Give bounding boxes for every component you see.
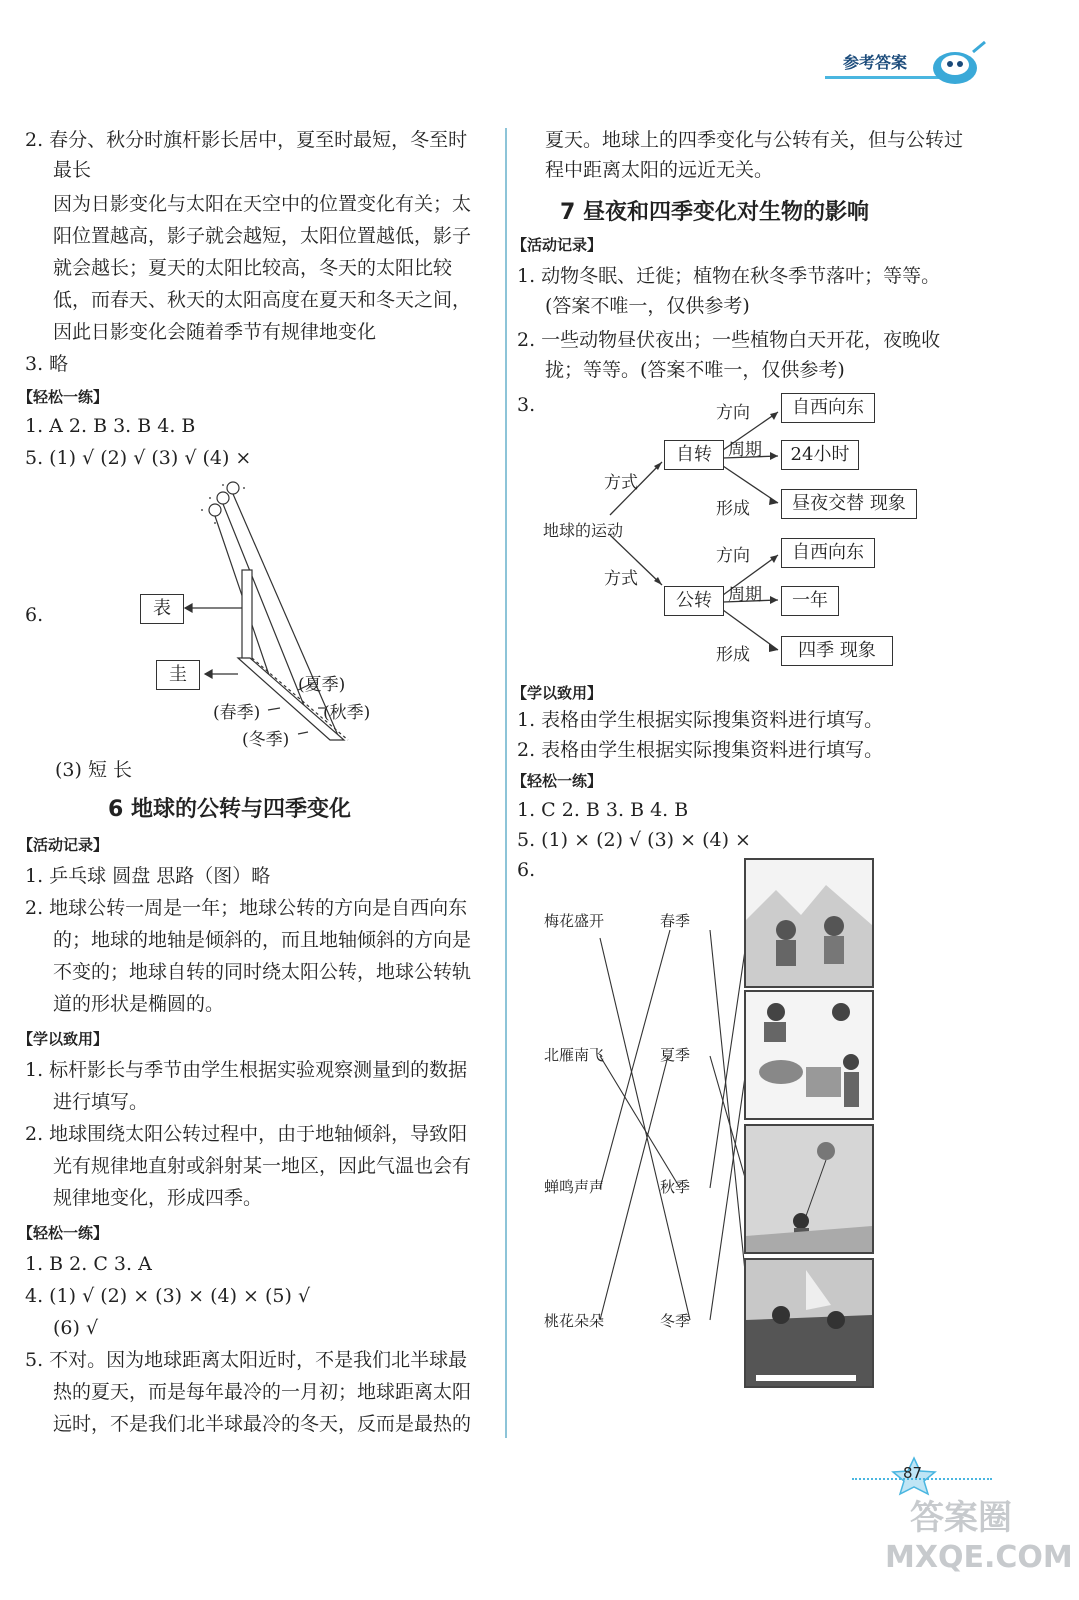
answer-line: 阳位置越高，影子就会越短，太阳位置越低，影子 <box>53 225 472 247</box>
label-spring: (春季) <box>213 703 261 723</box>
section-heading: 【活动记录】 <box>512 236 603 254</box>
answer-line: 1. B 2. C 3. A <box>25 1253 152 1275</box>
answer-line: 1. 动物冬眠、迁徙；植物在秋冬季节落叶；等等。 <box>517 265 941 287</box>
answer-line: 6. <box>517 859 536 881</box>
answer-line: 拢；等等。(答案不唯一，仅供参考) <box>545 359 845 381</box>
answer-line: 程中距离太阳的远近无关。 <box>545 159 774 181</box>
tree-way: 方式 <box>604 569 638 589</box>
answer-line: 进行填写。 <box>53 1091 149 1113</box>
match-season: 秋季 <box>660 1178 691 1196</box>
answer-line: 1. 乒乓球 圆盘 思路（图）略 <box>25 865 271 887</box>
watermark-url: MXQE.COM <box>885 1540 1073 1575</box>
answer-line: 5. 不对。因为地球距离太阳近时，不是我们北半球最 <box>25 1349 468 1371</box>
winter-picture <box>744 858 874 988</box>
match-left-item: 桃花朵朵 <box>544 1312 605 1330</box>
answer-line: 1. A 2. B 3. B 4. B <box>25 415 196 437</box>
section-heading: 【轻松一练】 <box>18 1224 109 1242</box>
answer-line: 2. 表格由学生根据实际搜集资料进行填写。 <box>517 739 884 761</box>
label-winter: (冬季) <box>242 730 290 750</box>
answer-line: (6) √ <box>53 1317 99 1339</box>
tree-rot-direction: 自西向东 <box>781 393 875 423</box>
answer-line: 低，而春天、秋天的太阳高度在夏天和冬天之间， <box>53 289 472 311</box>
header-title: 参考答案 <box>843 53 908 72</box>
label-gui: 圭 <box>156 660 200 690</box>
tree-revolution: 公转 <box>664 586 724 616</box>
answer-line: (答案不唯一，仅供参考) <box>545 295 750 317</box>
column-divider <box>505 128 507 1438</box>
answer-line: 远时，不是我们北半球最冷的冬天，反而是最热的 <box>53 1413 472 1435</box>
answer-line: 1. 表格由学生根据实际搜集资料进行填写。 <box>517 709 884 731</box>
spring-picture <box>744 1124 874 1254</box>
match-left-item: 北雁南飞 <box>544 1046 605 1064</box>
answer-line: 5. (1) √ (2) √ (3) √ (4) × <box>25 447 252 469</box>
label-summer: (夏季) <box>298 675 346 695</box>
chapter-heading: 6 地球的公转与四季变化 <box>108 797 351 822</box>
tree-rot-period: 24小时 <box>781 440 859 470</box>
tree-rot-form: 昼夜交替 现象 <box>781 489 917 519</box>
section-heading: 【学以致用】 <box>512 684 603 702</box>
match-left-item: 蝉鸣声声 <box>544 1178 605 1196</box>
tree-way: 方式 <box>604 473 638 493</box>
match-season: 冬季 <box>660 1312 691 1330</box>
answer-line: 夏天。地球上的四季变化与公转有关，但与公转过 <box>545 129 964 151</box>
answer-line: 4. (1) √ (2) × (3) × (4) × (5) √ <box>25 1285 311 1307</box>
label-biao: 表 <box>140 594 184 624</box>
answer-line: 热的夏天，而是每年最冷的一月初；地球距离太阳 <box>53 1381 472 1403</box>
tree-root: 地球的运动 <box>543 521 624 540</box>
watermark-text: 答案圈 <box>910 1498 1012 1538</box>
answer-line: 2. 一些动物昼伏夜出；一些植物白天开花，夜晚收 <box>517 329 941 351</box>
autumn-picture <box>744 990 874 1120</box>
answer-line: 因此日影变化会随着季节有规律地变化 <box>53 321 377 343</box>
answer-line: 的；地球的地轴是倾斜的，而且地轴倾斜的方向是 <box>53 929 472 951</box>
matching-lines <box>560 920 760 1340</box>
answer-line: 5. (1) × (2) √ (3) × (4) × <box>517 829 751 851</box>
tree-rev-direction: 自西向东 <box>781 538 875 568</box>
section-heading: 【活动记录】 <box>18 836 109 854</box>
answer-line: 最长 <box>53 159 92 181</box>
label-autumn: (秋季) <box>323 703 371 723</box>
tree-direction: 方向 <box>716 403 750 423</box>
answer-line: 光有规律地直射或斜射某一地区，因此气温也会有 <box>53 1155 472 1177</box>
tree-rev-period: 一年 <box>781 586 839 616</box>
match-season: 夏季 <box>660 1046 691 1064</box>
section-heading: 【学以致用】 <box>18 1030 109 1048</box>
footer-dots <box>852 1478 992 1480</box>
answer-line: 1. 标杆影长与季节由学生根据实验观察测量到的数据 <box>25 1059 468 1081</box>
tree-rotation: 自转 <box>664 440 724 470</box>
answer-line: 道的形状是椭圆的。 <box>53 993 225 1015</box>
answer-line: 1. C 2. B 3. B 4. B <box>517 799 689 821</box>
tree-period: 周期 <box>728 585 762 605</box>
answer-line: 3. <box>517 394 536 416</box>
answer-line: 6. <box>25 604 44 626</box>
answer-line: 就会越长；夏天的太阳比较高，冬天的太阳比较 <box>53 257 453 279</box>
section-heading: 【轻松一练】 <box>512 772 603 790</box>
answer-line: 3. 略 <box>25 353 69 375</box>
match-season: 春季 <box>660 912 691 930</box>
answer-line: 2. 春分、秋分时旗杆影长居中，夏至时最短，冬至时 <box>25 129 468 151</box>
answer-line: (3) 短 长 <box>55 759 132 781</box>
page-number: 87 <box>903 1464 923 1482</box>
tree-form: 形成 <box>716 499 750 519</box>
tree-direction: 方向 <box>716 546 750 566</box>
answer-line: 因为日影变化与太阳在天空中的位置变化有关；太 <box>53 193 472 215</box>
chapter-heading: 7 昼夜和四季变化对生物的影响 <box>560 200 869 225</box>
tree-period: 周期 <box>728 440 762 460</box>
section-heading: 【轻松一练】 <box>18 388 109 406</box>
tree-form: 形成 <box>716 645 750 665</box>
answer-line: 规律地变化，形成四季。 <box>53 1187 263 1209</box>
summer-picture <box>744 1258 874 1388</box>
match-left-item: 梅花盛开 <box>544 912 605 930</box>
answer-line: 2. 地球围绕太阳公转过程中，由于地轴倾斜，导致阳 <box>25 1123 468 1145</box>
tree-rev-form: 四季 现象 <box>781 636 893 666</box>
answer-line: 2. 地球公转一周是一年；地球公转的方向是自西向东 <box>25 897 468 919</box>
mascot-icon <box>925 38 990 88</box>
answer-line: 不变的；地球自转的同时绕太阳公转，地球公转轨 <box>53 961 472 983</box>
